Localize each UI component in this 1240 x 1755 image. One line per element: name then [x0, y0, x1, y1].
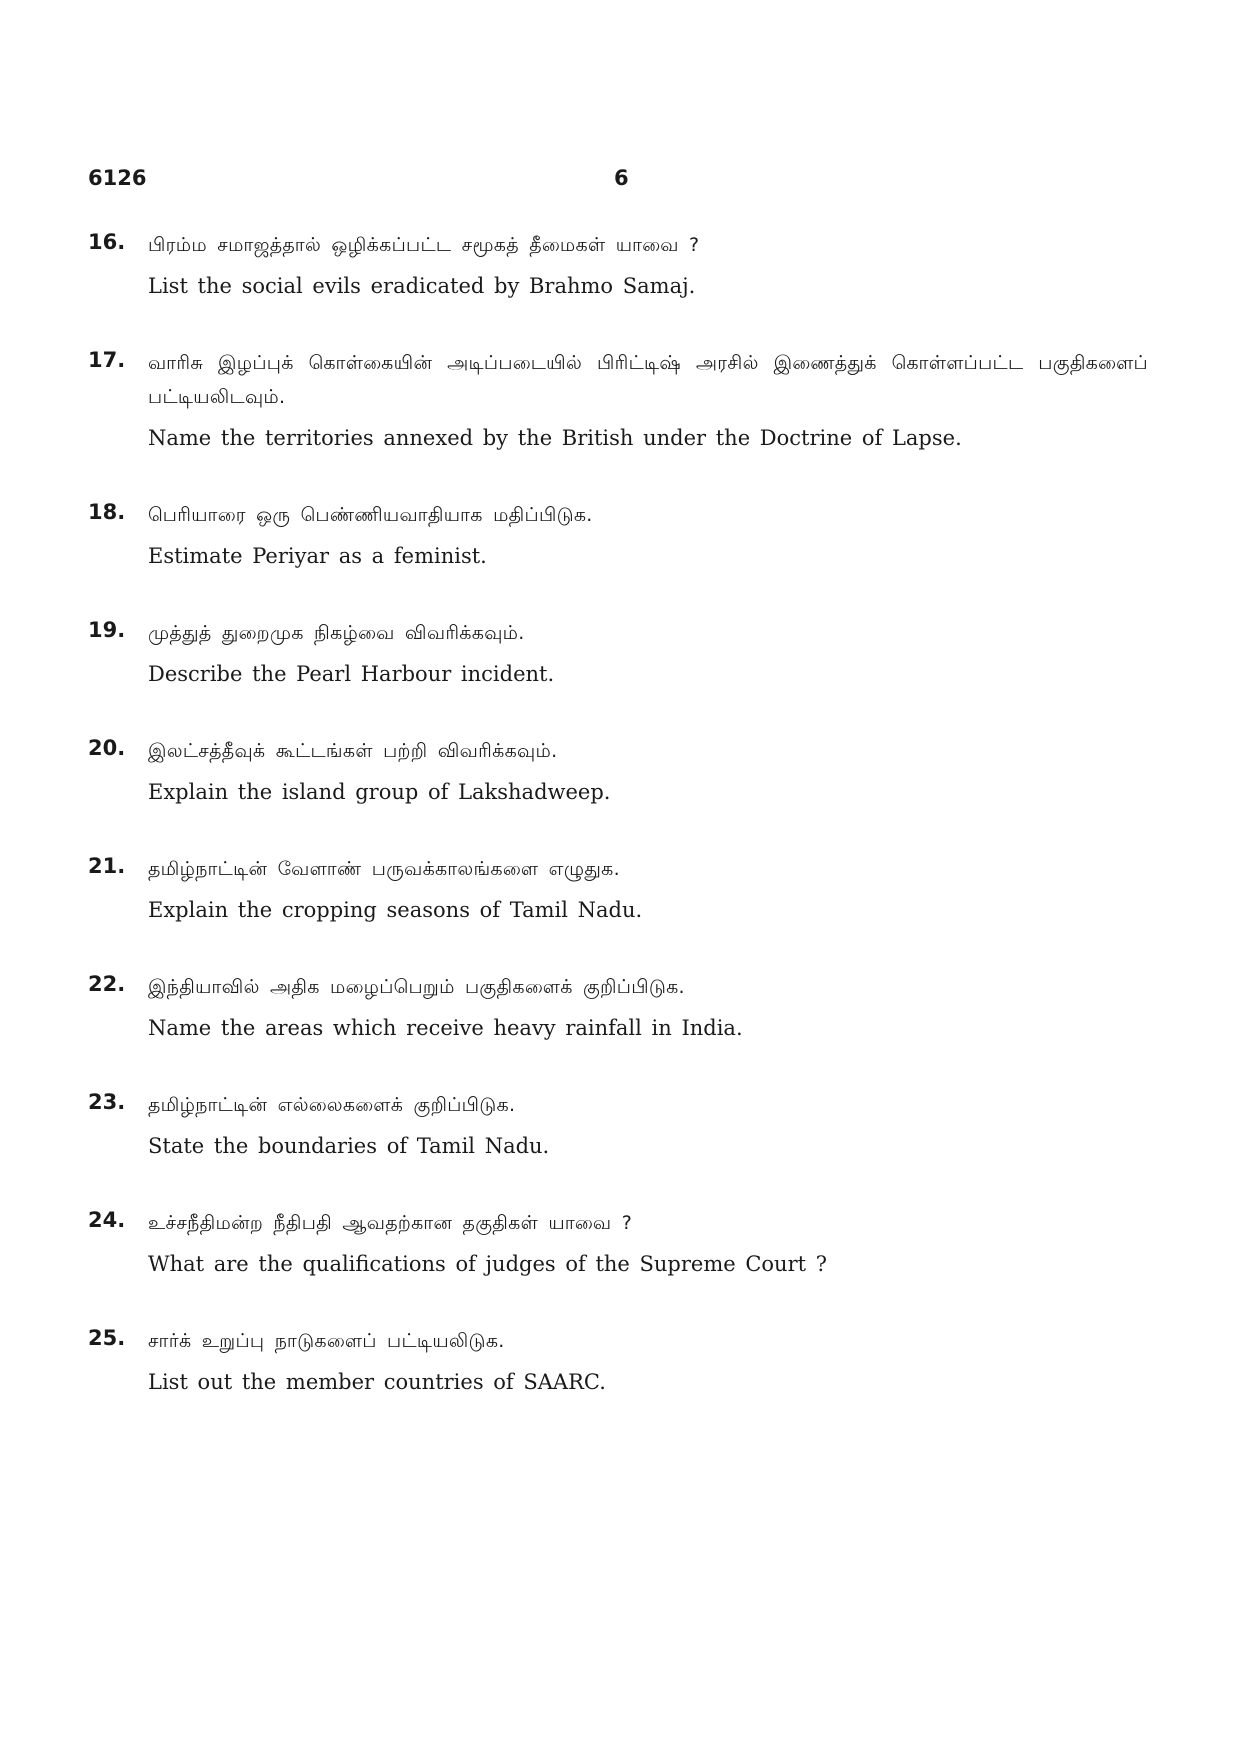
question-number: 22. — [88, 972, 126, 996]
question-text-tamil: தமிழ்நாட்டின் வேளாண் பருவக்காலங்களை எழுதுக. — [148, 858, 620, 880]
question-text-english: Estimate Periyar as a feminist. — [148, 544, 487, 568]
question-21 — [88, 852, 1148, 926]
question-20 — [88, 734, 1148, 808]
question-text-english: What are the qualifications of judges of the Supreme Court ? — [148, 1252, 827, 1276]
question-22 — [88, 970, 1148, 1044]
question-text-english: Explain the cropping seasons of Tamil Nadu. — [148, 898, 643, 922]
question-text-tamil: வாரிசு இழப்புக் கொள்கையின் அடிப்படையில் பிரிட்டிஷ் அரசில் இணைத்துக் கொள்ளப்பட்ட பகுதிகளைப் பட்டியலிடவும். — [148, 352, 1148, 408]
question-number: 17. — [88, 348, 126, 372]
question-text-english: Describe the Pearl Harbour incident. — [148, 662, 555, 686]
question-23 — [88, 1088, 1148, 1162]
question-25 — [88, 1324, 1148, 1398]
page-header — [88, 166, 1148, 196]
question-number: 24. — [88, 1208, 126, 1232]
question-text-english: List out the member countries of SAARC. — [148, 1370, 606, 1394]
question-text-english: List the social evils eradicated by Brahmo Samaj. — [148, 274, 696, 298]
question-text-tamil: முத்துத் துறைமுக நிகழ்வை விவரிக்கவும். — [148, 622, 525, 644]
paper-code: 6126 — [88, 166, 147, 190]
page-number: 6 — [614, 166, 629, 190]
question-24 — [88, 1206, 1148, 1280]
question-list — [88, 228, 1148, 1442]
question-text-tamil: பெரியாரை ஒரு பெண்ணியவாதியாக மதிப்பிடுக. — [148, 504, 593, 526]
question-number: 18. — [88, 500, 126, 524]
question-text-tamil: சார்க் உறுப்பு நாடுகளைப் பட்டியலிடுக. — [148, 1330, 505, 1352]
question-number: 19. — [88, 618, 126, 642]
question-18 — [88, 498, 1148, 572]
question-text-english: Name the areas which receive heavy rainfall in India. — [148, 1016, 743, 1040]
question-text-tamil: இந்தியாவில் அதிக மழைப்பெறும் பகுதிகளைக் குறிப்பிடுக. — [148, 976, 685, 998]
question-text-english: Name the territories annexed by the British under the Doctrine of Lapse. — [148, 426, 962, 450]
question-number: 20. — [88, 736, 126, 760]
question-text-tamil: இலட்சத்தீவுக் கூட்டங்கள் பற்றி விவரிக்கவும். — [148, 740, 558, 762]
question-17 — [88, 346, 1148, 454]
question-16 — [88, 228, 1148, 302]
question-number: 16. — [88, 230, 126, 254]
question-text-tamil: பிரம்ம சமாஜத்தால் ஒழிக்கப்பட்ட சமூகத் தீமைகள் யாவை ? — [148, 234, 700, 256]
question-number: 21. — [88, 854, 126, 878]
question-number: 23. — [88, 1090, 126, 1114]
question-text-english: Explain the island group of Lakshadweep. — [148, 780, 611, 804]
question-text-tamil: உச்சநீதிமன்ற நீதிபதி ஆவதற்கான தகுதிகள் யாவை ? — [148, 1212, 633, 1234]
question-number: 25. — [88, 1326, 126, 1350]
question-text-tamil: தமிழ்நாட்டின் எல்லைகளைக் குறிப்பிடுக. — [148, 1094, 516, 1116]
question-text-english: State the boundaries of Tamil Nadu. — [148, 1134, 550, 1158]
question-19 — [88, 616, 1148, 690]
